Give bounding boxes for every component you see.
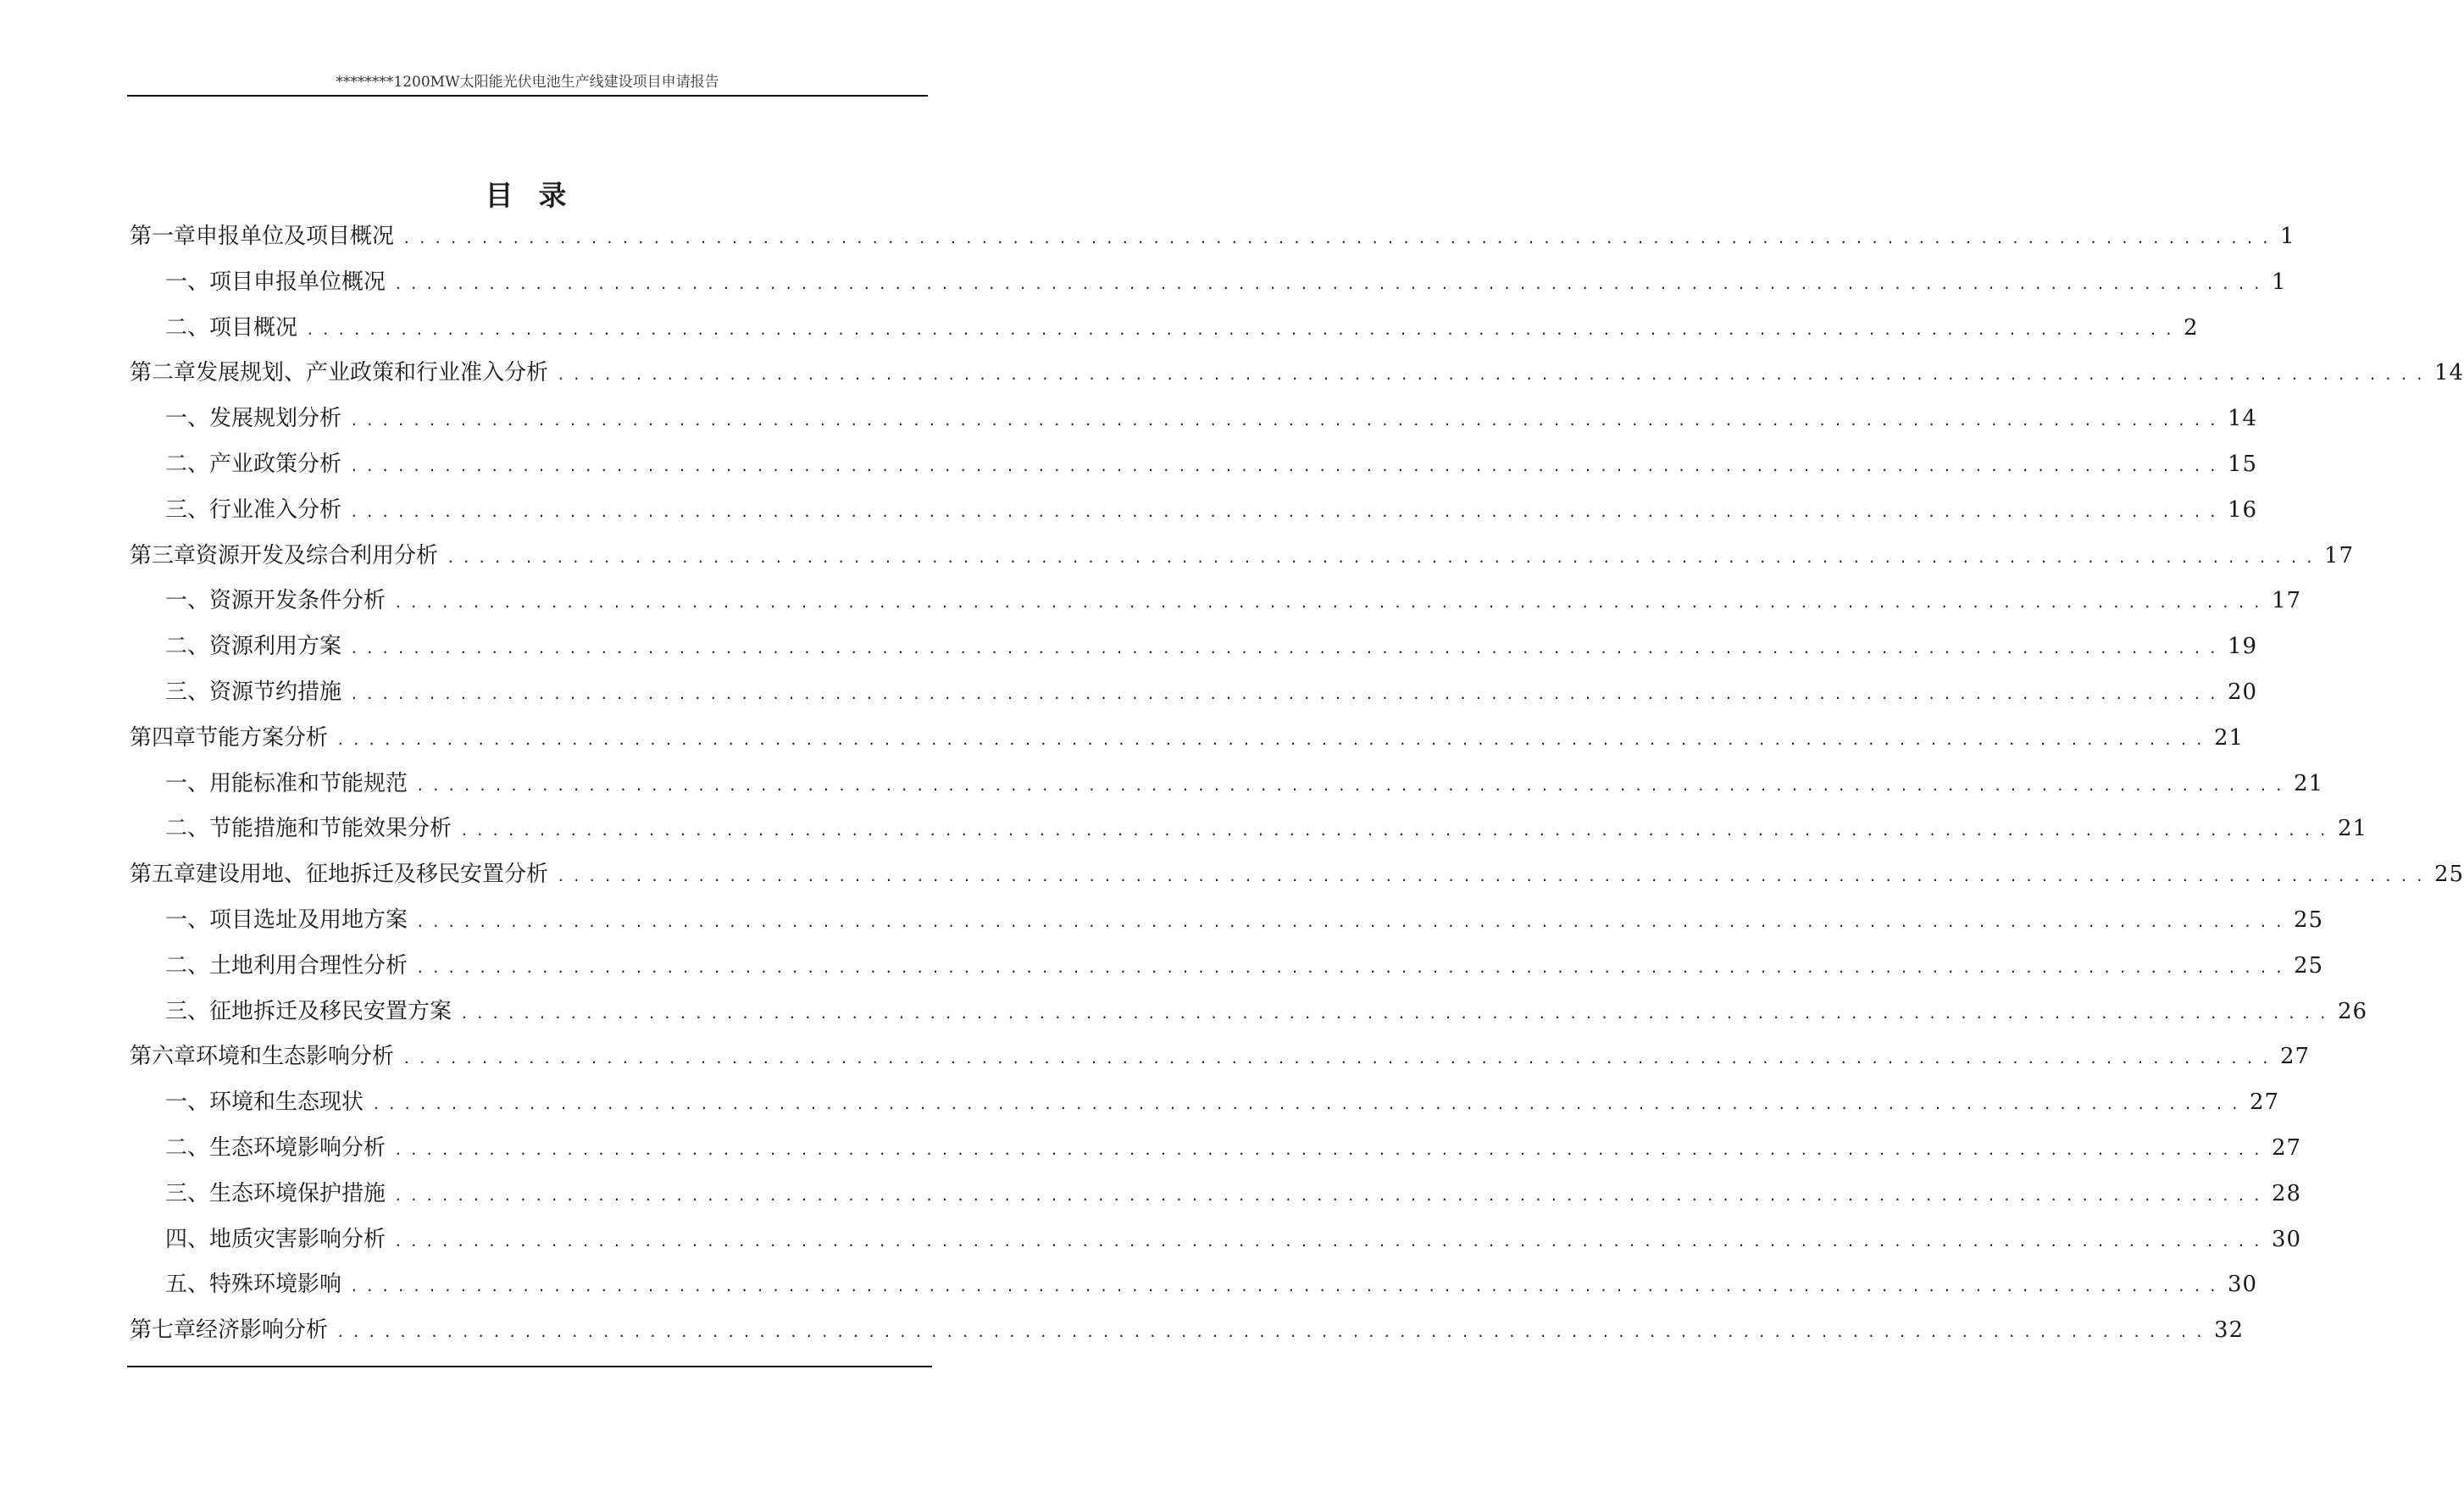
- toc-section-entry[interactable]: [130, 629, 2258, 674]
- toc-chapter-entry[interactable]: [130, 538, 2355, 584]
- entry-title: 二、项目概况: [165, 314, 298, 341]
- dot-leader: ........................................................................................................................: [460, 1005, 2334, 1022]
- dot-leader: ........................................................................................................................: [350, 685, 2224, 702]
- toc-section-entry[interactable]: [130, 492, 2258, 538]
- entry-title: 发展规划、产业政策和行业准入分析: [196, 360, 549, 386]
- entry-title: 四、地质灾害影响分析: [165, 1226, 386, 1252]
- entry-title: 一、用能标准和节能规范: [165, 770, 408, 796]
- dot-leader: ........................................................................................................................: [350, 640, 2224, 657]
- page-number: 28: [2271, 1180, 2302, 1206]
- page-number: 32: [2213, 1317, 2245, 1344]
- entry-title: 五、特殊环境影响: [165, 1272, 342, 1298]
- page-number: 16: [2227, 496, 2258, 523]
- page-number: 17: [2323, 542, 2355, 568]
- entry-title: 申报单位及项目概况: [196, 224, 395, 249]
- toc-section-entry[interactable]: [130, 446, 2258, 492]
- page-number: 1: [2279, 224, 2295, 249]
- dot-leader: ........................................................................................................................: [447, 549, 2321, 566]
- toc-chapter-entry[interactable]: [130, 1312, 2245, 1358]
- entry-title: 三、生态环境保护措施: [165, 1180, 386, 1206]
- page-number: 14: [2433, 360, 2464, 386]
- dot-leader: ........................................................................................................................: [416, 913, 2290, 930]
- entry-title: 建设用地、征地拆迁及移民安置分析: [196, 862, 549, 888]
- entry-title: 一、资源开发条件分析: [165, 588, 386, 614]
- page-number: 20: [2227, 679, 2258, 705]
- dot-leader: ........................................................................................................................: [416, 959, 2290, 976]
- page-number: 27: [2279, 1044, 2311, 1070]
- dot-leader: ........................................................................................................................: [350, 503, 2224, 520]
- toc-chapter-entry[interactable]: [130, 219, 2295, 264]
- dot-leader: ........................................................................................................................: [306, 321, 2180, 338]
- toc-section-entry[interactable]: [130, 994, 2368, 1040]
- dot-leader: ........................................................................................................................: [350, 413, 2224, 430]
- dot-leader: ........................................................................................................................: [557, 868, 2431, 885]
- dot-leader: ........................................................................................................................: [350, 457, 2224, 474]
- table-of-contents: [130, 219, 2464, 1358]
- chapter-number: 第四章: [130, 724, 197, 751]
- chapter-number: 第一章: [130, 224, 197, 249]
- dot-leader: ........................................................................................................................: [336, 1324, 2211, 1341]
- dot-leader: ........................................................................................................................: [402, 230, 2277, 247]
- toc-section-entry[interactable]: [130, 1267, 2258, 1312]
- dot-leader: ........................................................................................................................: [416, 777, 2290, 794]
- toc-section-entry[interactable]: [130, 766, 2324, 812]
- toc-section-entry[interactable]: [130, 264, 2287, 310]
- page-number: 19: [2227, 634, 2258, 660]
- dot-leader: ........................................................................................................................: [336, 731, 2211, 748]
- chapter-number: 第七章: [130, 1317, 197, 1344]
- page-number: 21: [2337, 816, 2368, 842]
- page-number: 21: [2293, 770, 2324, 796]
- page-number: 25: [2293, 952, 2324, 979]
- page-number: 27: [2271, 1134, 2302, 1161]
- entry-title: 二、节能措施和节能效果分析: [165, 816, 452, 842]
- page-number: 26: [2337, 998, 2368, 1024]
- toc-section-entry[interactable]: [130, 1084, 2280, 1130]
- chapter-number: 第二章: [130, 360, 197, 386]
- entry-title: 一、发展规划分析: [165, 406, 342, 432]
- toc-chapter-entry[interactable]: [130, 720, 2245, 766]
- page-number: 17: [2271, 588, 2302, 614]
- header-divider: [127, 95, 928, 97]
- entry-title: 三、资源节约措施: [165, 679, 342, 705]
- dot-leader: ........................................................................................................................: [394, 1141, 2268, 1158]
- entry-title: 二、土地利用合理性分析: [165, 952, 408, 979]
- toc-section-entry[interactable]: [130, 674, 2258, 720]
- dot-leader: ........................................................................................................................: [394, 595, 2268, 612]
- chapter-number: 第六章: [130, 1044, 197, 1070]
- dot-leader: ........................................................................................................................: [372, 1096, 2246, 1113]
- dot-leader: ........................................................................................................................: [394, 1233, 2268, 1250]
- page-number: 25: [2433, 862, 2464, 888]
- dot-leader: ........................................................................................................................: [402, 1051, 2277, 1067]
- toc-section-entry[interactable]: [130, 1222, 2302, 1267]
- toc-title: 目录: [485, 179, 592, 212]
- toc-section-entry[interactable]: [130, 902, 2324, 948]
- page-number: 25: [2293, 907, 2324, 933]
- page-number: 27: [2249, 1090, 2280, 1116]
- toc-section-entry[interactable]: [130, 1176, 2302, 1222]
- dot-leader: ........................................................................................................................: [394, 1187, 2268, 1204]
- entry-title: 二、产业政策分析: [165, 451, 342, 477]
- entry-title: 环境和生态影响分析: [196, 1044, 395, 1070]
- entry-title: 资源开发及综合利用分析: [196, 542, 439, 568]
- entry-title: 一、环境和生态现状: [165, 1090, 364, 1116]
- entry-title: 一、项目选址及用地方案: [165, 907, 408, 933]
- page-number: 14: [2227, 406, 2258, 432]
- entry-title: 二、生态环境影响分析: [165, 1134, 386, 1161]
- toc-section-entry[interactable]: [130, 401, 2258, 446]
- toc-chapter-entry[interactable]: [130, 1039, 2311, 1084]
- entry-title: 一、项目申报单位概况: [165, 269, 386, 295]
- toc-section-entry[interactable]: [130, 811, 2368, 857]
- toc-section-entry[interactable]: [130, 310, 2199, 356]
- toc-chapter-entry[interactable]: [130, 857, 2464, 902]
- entry-title: 三、行业准入分析: [165, 496, 342, 523]
- entry-title: 节能方案分析: [196, 724, 329, 751]
- page-number: 30: [2271, 1226, 2302, 1252]
- entry-title: 经济影响分析: [196, 1317, 329, 1344]
- dot-leader: ........................................................................................................................: [460, 823, 2334, 840]
- page-number: 2: [2183, 314, 2199, 341]
- entry-title: 三、征地拆迁及移民安置方案: [165, 998, 452, 1024]
- toc-section-entry[interactable]: [130, 1130, 2302, 1176]
- toc-section-entry[interactable]: [130, 583, 2302, 629]
- dot-leader: ........................................................................................................................: [557, 367, 2431, 384]
- toc-chapter-entry[interactable]: [130, 355, 2464, 401]
- running-header: ********1200MW太阳能光伏电池生产线建设项目申请报告: [336, 74, 719, 91]
- page-number: 15: [2227, 451, 2258, 477]
- dot-leader: ........................................................................................................................: [394, 275, 2268, 292]
- chapter-number: 第三章: [130, 542, 197, 568]
- toc-section-entry[interactable]: [130, 948, 2324, 994]
- footer-divider: [127, 1366, 932, 1367]
- chapter-number: 第五章: [130, 862, 197, 888]
- page-number: 1: [2271, 269, 2287, 295]
- entry-title: 二、资源利用方案: [165, 634, 342, 660]
- page-number: 30: [2227, 1272, 2258, 1298]
- page-number: 21: [2213, 724, 2245, 751]
- dot-leader: ........................................................................................................................: [350, 1278, 2224, 1295]
